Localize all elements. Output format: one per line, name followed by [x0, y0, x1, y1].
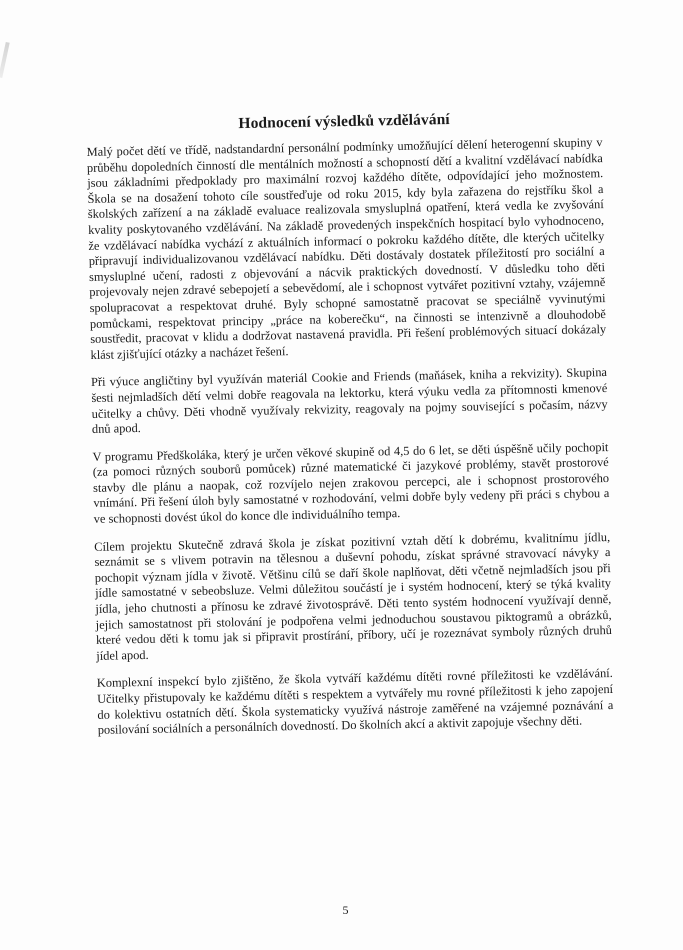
paragraph-healthy-school: Cílem projektu Skutečně zdravá škola je získat pozitivní vztah dětí k dobrému, kvalitnímu jídlu, seznámit se s vlivem potravin na tělesnou a duševní pohodu, získat správné stravovací návyky a pochopit význam jídla v životě. Většinu cílů se daří škole naplňovat, děti včetně nejmladších jsou při jídle samostatné v sebeobsluze. Velmi důležitou součástí je i systém hodnocení, který se týká kvality jídla, jeho chutnosti a přínosu ke zdravé životosprávě. Děti tento systém hodnocení využívají denně, jejich samostatnost při stolování je podpořena velmi jednoduchou soustavou piktogramů a obrázků, které vedou děti k tomu jak si připravit prostírání, příbory, učí je rozeznávat symboly různých druhů jídel apod. — [94, 529, 613, 663]
paragraph-preschool-program: V programu Předškoláka, který je určen věkové skupině od 4,5 do 6 let, se děti úspěšně učily pochopit (za pomoci různých souborů pomůcek) různé matematické či jazykové problémy, stavět prostorové stavby dle plánu a naopak, což rozvíjelo nejen zrakovou percepci, ale i schopnost prostorového vnímání. Při řešení úloh byly samostatné v rozhodování, velmi dobře byly vedeny při práci s chybou a ve schopnosti dovést úkol do konce dle individuálního tempa. — [92, 439, 610, 526]
paragraph-equal-opportunities: Komplexní inspekcí bylo zjištěno, že škola vytváří každému dítěti rovné příležitosti ke vzdělávání. Učitelky přistupovaly ke každému dítěti s respektem a vytvářely mu rovné příležitosti k jeho zapojení do kolektivu ostatních dětí. Škola systematicky využívá nástroje zaměřené na vzájemné poznávání a posilování sociálních a personálních dovedností. Do školních akcí a aktivit zapojuje všechny děti. — [96, 666, 614, 738]
document-body — [86, 108, 614, 751]
paragraph-english: Při výuce angličtiny byl využíván materiál Cookie and Friends (maňásek, kniha a rekvizity). Skupina šesti nejmladších dětí velmi dobře reagovala na lektorku, která výuku vedla za přítomnosti kmenové učitelky a chůvy. Děti vhodně využívaly rekvizity, reagovaly na pojmy související s počasím, názvy dnů apod. — [90, 365, 608, 437]
page-number: 5 — [342, 903, 349, 917]
paragraph-evaluation: Malý počet dětí ve třídě, nadstandardní personální podmínky umožňující dělení heterogenní skupiny v průběhu dopoledních činností dle mentálních možností a schopností dětí a kvalitní vzdělávací nabídka jsou základními předpoklady pro maximální rozvoj každého dítěte, odpovídající jeho možnostem. Škola se na dosažení tohoto cíle soustřeďuje od roku 2015, kdy byla zařazena do rejstříku škol a školských zařízení a na základě evaluace realizovala smysluplná opatření, která vedla ke zvyšování kvality poskytovaného vzdělávání. Na základě provedených inspekčních hospitací bylo vyhodnoceno, že vzdělávací nabídka vychází z aktuálních informací o pokroku každého dítěte, dle kterých učitelky připravují individualizovanou vzdělávací nabídku. Děti dostávaly dostatek příležitostí pro sociální a smysluplné učení, radosti z objevování a nácvik praktických dovedností. V důsledku toho děti projevovaly nejen zdravé sebepojetí a sebevědomí, ale i schopnost vytvářet pozitivní vztahy, vzájemně spolupracovat a respektovat druhé. Byly schopné samostatně pracovat se speciálně vyvinutými pomůckami, respektovat principy „práce na koberečku“, na činnosti se intenzivně a dlouhodobě soustředit, pracovat v klidu a dodržovat nastavená pravidla. Při řešení problémových situací dokázaly klást zjišťující otázky a nacházet řešení. — [86, 135, 607, 362]
scan-edge-mark — [0, 42, 10, 78]
section-title: Hodnocení výsledků vzdělávání — [238, 111, 450, 133]
